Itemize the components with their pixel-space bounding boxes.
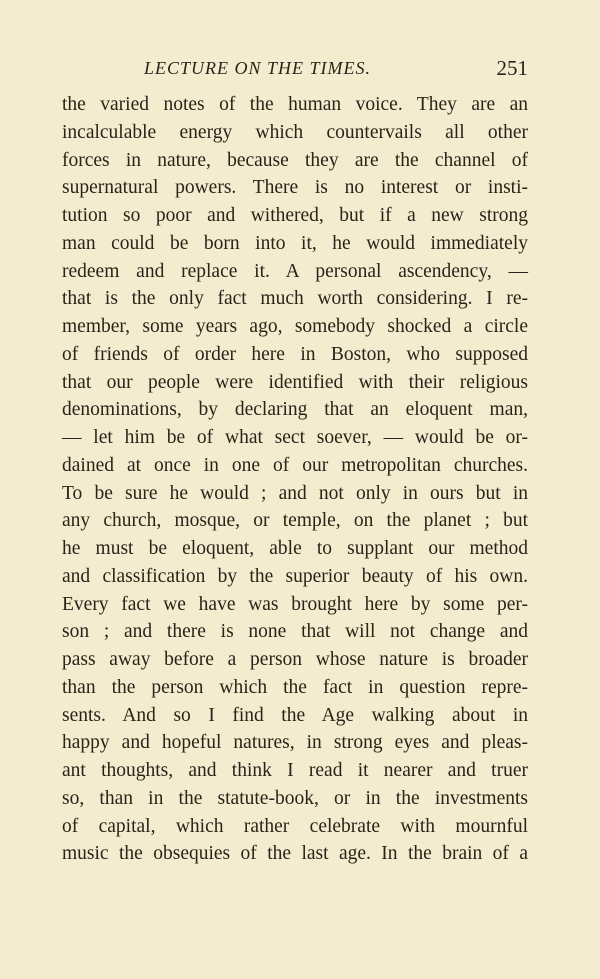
text-line: Every fact we have was brought here by some per-	[62, 593, 528, 615]
text-line: any church, mosque, or temple, on the planet ; but	[62, 510, 528, 532]
text-line: member, some years ago, somebody shocked a circle	[62, 316, 528, 337]
text-line: son ; and there is none that will not change and	[62, 621, 528, 643]
text-line: music the obsequies of the last age. In the brain of a	[62, 843, 528, 865]
text-line: forces in nature, because they are the channel of	[62, 149, 528, 171]
text-line: man could be born into it, he would immediately	[62, 232, 528, 254]
text-line: supernatural powers. There is no interest or insti-	[62, 177, 528, 199]
text-line: that our people were identified with their religious	[62, 371, 528, 393]
text-line: that is the only fact much worth considering. I re-	[62, 288, 528, 310]
text-line: — let him be of what sect soever, — would be or-	[62, 427, 528, 448]
text-line: of friends of order here in Boston, who supposed	[62, 343, 528, 365]
running-header	[62, 56, 528, 86]
text-line: ant thoughts, and think I read it nearer and truer	[62, 760, 528, 781]
text-line: incalculable energy which countervails all other	[62, 121, 528, 143]
text-line: pass away before a person whose nature is broader	[62, 649, 528, 670]
text-line: the varied notes of the human voice. They are an	[62, 94, 528, 115]
text-line: sents. And so I find the Age walking about in	[62, 704, 528, 726]
text-line: To be sure he would ; and not only in ours but in	[62, 482, 528, 504]
text-line: of capital, which rather celebrate with mournful	[62, 815, 528, 837]
text-line: dained at once in one of our metropolitan churches.	[62, 454, 528, 476]
text-line: tution so poor and withered, but if a new strong	[62, 205, 528, 226]
text-line: denominations, by declaring that an eloquent man,	[62, 399, 528, 421]
text-line: and classification by the superior beauty of his own.	[62, 565, 528, 587]
text-line: happy and hopeful natures, in strong eyes and pleas-	[62, 732, 528, 754]
page-number: 251	[496, 56, 528, 80]
text-line: than the person which the fact in question repre-	[62, 676, 528, 698]
text-line: redeem and replace it. A personal ascendency, —	[62, 260, 528, 282]
body-text	[62, 91, 528, 868]
running-title: LECTURE ON THE TIMES.	[144, 58, 372, 78]
text-line: so, than in the statute-book, or in the investments	[62, 787, 528, 809]
text-line: he must be eloquent, able to supplant our method	[62, 538, 528, 559]
